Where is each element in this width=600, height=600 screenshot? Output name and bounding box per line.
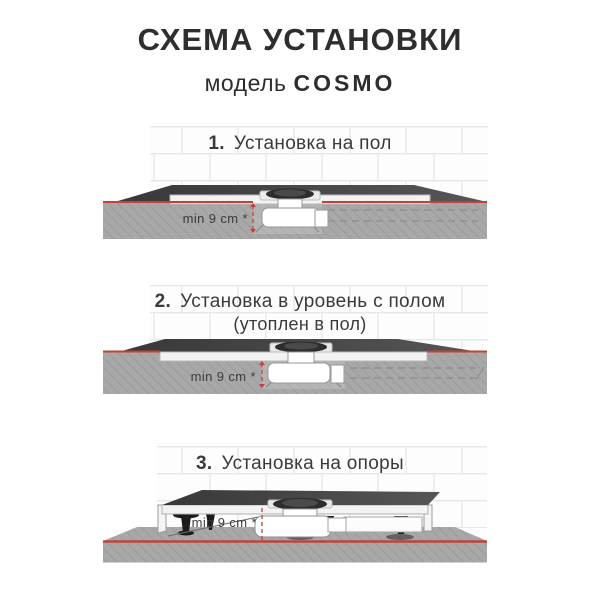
section-2-heading [0,292,600,334]
model-name: COSMO [293,70,396,96]
min-depth-label: min 9 cm * [190,369,256,384]
section-2-subtitle: (утоплен в пол) [233,314,367,334]
model-label: модель [204,70,287,96]
section-3-title: Установка на опоры [221,453,404,474]
min-depth-label: min 9 cm * [191,515,257,530]
page-title: СХЕМА УСТАНОВКИ [137,22,463,57]
section-3-heading [0,454,600,474]
drain-siphon [255,498,346,537]
section-3-number: 3. [196,453,213,474]
section-1-title: Установка на пол [233,133,392,154]
section-2-title: Установка в уровень с полом [180,291,446,312]
section-1-heading [0,134,600,154]
section-2-number: 2. [154,291,172,312]
model-line [0,70,600,97]
horizontal-drain-pipe [344,517,422,532]
min-depth-label: min 9 cm * [182,211,248,226]
section-1-number: 1. [208,133,225,154]
